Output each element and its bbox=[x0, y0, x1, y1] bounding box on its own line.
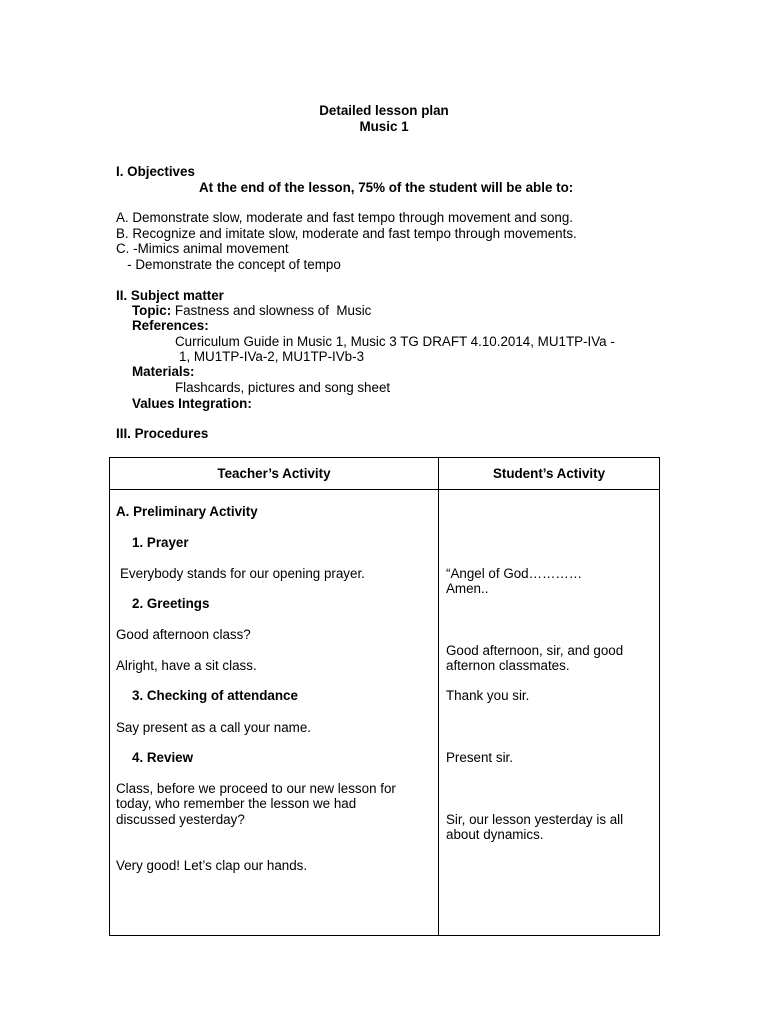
preliminary-activity-heading: A. Preliminary Activity bbox=[116, 504, 258, 519]
review-text-1: Class, before we proceed to our new lesson for bbox=[116, 781, 396, 796]
document-subtitle: Music 1 bbox=[359, 119, 409, 134]
procedures-table bbox=[109, 457, 660, 936]
review-text-2: today, who remember the lesson we had bbox=[116, 796, 357, 811]
document-title: Detailed lesson plan bbox=[319, 103, 449, 118]
greetings-text-2: Alright, have a sit class. bbox=[116, 658, 257, 673]
objective-item-b: B. Recognize and imitate slow, moderate and fast tempo through movements. bbox=[116, 226, 577, 241]
student-review-line-1: Sir, our lesson yesterday is all bbox=[446, 812, 624, 827]
subject-matter-heading: II. Subject matter bbox=[116, 288, 224, 303]
topic-value: Fastness and slowness of Music bbox=[171, 303, 372, 318]
prayer-text: Everybody stands for our opening prayer. bbox=[120, 566, 365, 581]
attendance-text: Say present as a call your name. bbox=[116, 720, 312, 735]
student-activity-header: Student’s Activity bbox=[439, 458, 660, 490]
values-integration-label: Values Integration: bbox=[132, 396, 252, 411]
teacher-activity-cell bbox=[110, 490, 439, 936]
greetings-text-1: Good afternoon class? bbox=[116, 627, 251, 642]
review-heading: 4. Review bbox=[132, 750, 194, 765]
student-prayer-line-2: Amen.. bbox=[446, 581, 489, 596]
closing-text: Very good! Let’s clap our hands. bbox=[116, 858, 308, 873]
student-review-line-2: about dynamics. bbox=[446, 827, 544, 842]
student-prayer-line-1: “Angel of God………… bbox=[446, 566, 583, 581]
objectives-intro: At the end of the lesson, 75% of the student will be able to: bbox=[199, 180, 574, 195]
references-line-1: Curriculum Guide in Music 1, Music 3 TG DRAFT 4.10.2014, MU1TP-IVa - bbox=[175, 334, 615, 349]
teacher-activity-header: Teacher’s Activity bbox=[110, 458, 439, 490]
objectives-heading: I. Objectives bbox=[116, 164, 195, 179]
student-present: Present sir. bbox=[446, 750, 513, 765]
references-line-2: 1, MU1TP-IVa-2, MU1TP-IVb-3 bbox=[179, 349, 365, 364]
objective-item-c: C. -Mimics animal movement bbox=[116, 241, 289, 256]
objective-item-c2: - Demonstrate the concept of tempo bbox=[116, 257, 341, 272]
materials-value: Flashcards, pictures and song sheet bbox=[175, 380, 391, 395]
greetings-heading: 2. Greetings bbox=[132, 596, 210, 611]
review-text-3: discussed yesterday? bbox=[116, 812, 245, 827]
procedures-heading: III. Procedures bbox=[116, 426, 209, 441]
student-greeting-line-1: Good afternoon, sir, and good bbox=[446, 643, 624, 658]
objective-item-a: A. Demonstrate slow, moderate and fast tempo through movement and song. bbox=[116, 210, 574, 225]
student-activity-cell bbox=[439, 490, 660, 936]
topic-label: Topic: bbox=[132, 303, 172, 318]
references-label: References: bbox=[132, 318, 209, 333]
student-thanks: Thank you sir. bbox=[446, 688, 530, 703]
attendance-heading: 3. Checking of attendance bbox=[132, 688, 298, 703]
materials-label: Materials: bbox=[132, 364, 195, 379]
student-greeting-line-2: afternon classmates. bbox=[446, 658, 570, 673]
prayer-heading: 1. Prayer bbox=[132, 535, 189, 550]
topic-line bbox=[132, 303, 371, 319]
